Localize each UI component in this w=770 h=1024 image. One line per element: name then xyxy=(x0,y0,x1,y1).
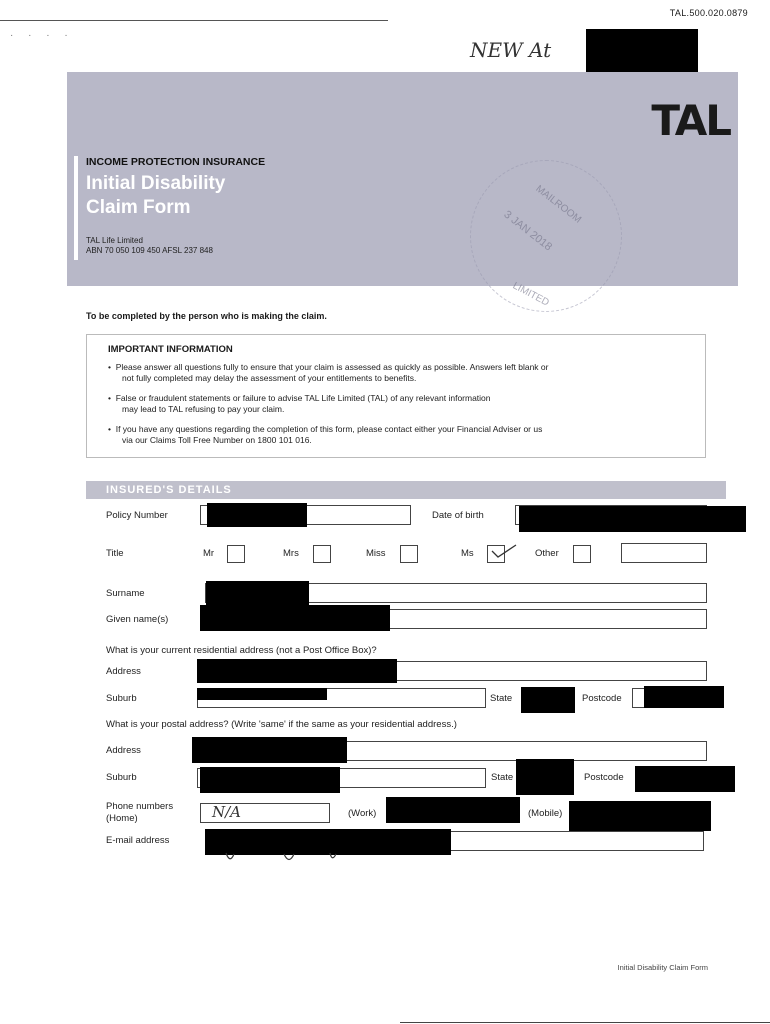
redaction xyxy=(521,687,575,713)
postal-address-label: Address xyxy=(106,745,141,756)
residential-postcode-label: Postcode xyxy=(582,693,622,704)
title-other-field[interactable] xyxy=(621,543,707,563)
info-bullet-2 xyxy=(108,393,668,415)
footer-form-name: Initial Disability Claim Form xyxy=(617,963,708,972)
redaction xyxy=(516,759,574,795)
bullet-text: not fully completed may delay the assessment of your entitlements to benefits. xyxy=(122,373,417,383)
insured-details-title: INSURED'S DETAILS xyxy=(106,484,232,496)
redaction-top xyxy=(586,29,698,77)
handwriting-tails-icon xyxy=(222,852,352,866)
top-rule xyxy=(0,20,388,21)
form-title-line1: Initial Disability xyxy=(86,173,226,194)
form-title xyxy=(86,172,225,220)
email-label: E-mail address xyxy=(106,835,170,846)
stamp-line3: LIMITED xyxy=(510,280,551,309)
form-title-line2: Claim Form xyxy=(86,197,191,218)
bullet-text: • If you have any questions regarding the completion of this form, please contact either your Financial Adviser or us xyxy=(108,424,543,434)
stamp-line2: 3 JAN 2018 xyxy=(501,208,555,254)
redaction xyxy=(197,688,327,700)
bottom-rule xyxy=(400,1022,770,1023)
handwritten-note: NEW At xyxy=(470,38,552,62)
redaction xyxy=(192,737,347,763)
document-id: TAL.500.020.0879 xyxy=(669,8,748,18)
phone-home-handwriting: N/A xyxy=(212,803,242,821)
product-name: INCOME PROTECTION INSURANCE xyxy=(86,156,266,168)
redaction xyxy=(644,686,724,708)
phone-home-label xyxy=(106,801,173,825)
redaction xyxy=(569,801,711,831)
redaction xyxy=(200,605,390,631)
redaction xyxy=(200,767,340,793)
scan-dots: · · · · xyxy=(10,30,74,41)
phone-label-line1: Phone numbers xyxy=(106,801,174,812)
residential-address-question: What is your current residential address (not a Post Office Box)? xyxy=(106,645,377,656)
company-name: TAL Life Limited xyxy=(86,236,143,245)
bullet-text: • False or fraudulent statements or failure to advise TAL Life Limited (TAL) of any relevant information xyxy=(108,393,491,403)
info-bullet-3 xyxy=(108,424,668,446)
title-mrs-label: Mrs xyxy=(283,548,299,559)
redaction xyxy=(386,797,520,823)
surname-label: Surname xyxy=(106,588,145,599)
policy-number-label: Policy Number xyxy=(106,510,168,521)
postal-suburb-label: Suburb xyxy=(106,772,137,783)
phone-mobile-label: (Mobile) xyxy=(528,808,563,819)
phone-label-line2: (Home) xyxy=(106,813,138,824)
residential-state-label: State xyxy=(490,693,513,704)
title-accent-bar xyxy=(74,156,78,260)
redaction xyxy=(207,503,307,527)
tal-logo: TAL xyxy=(651,96,730,145)
title-other-checkbox[interactable] xyxy=(573,545,591,563)
redaction xyxy=(635,766,735,792)
company-details xyxy=(86,236,213,256)
postal-address-question: What is your postal address? (Write 'same' if the same as your residential address.) xyxy=(106,719,457,730)
redaction xyxy=(206,581,309,607)
title-mrs-checkbox[interactable] xyxy=(313,545,331,563)
residential-suburb-label: Suburb xyxy=(106,693,137,704)
phone-work-label: (Work) xyxy=(348,808,377,819)
handwritten-check-icon xyxy=(490,542,518,562)
postal-postcode-label: Postcode xyxy=(584,772,624,783)
stamp-line1: MAILROOM xyxy=(533,183,584,226)
company-abn: ABN 70 050 109 450 AFSL 237 848 xyxy=(86,246,213,255)
bullet-text: may lead to TAL refusing to pay your claim. xyxy=(122,404,285,414)
title-miss-checkbox[interactable] xyxy=(400,545,418,563)
redaction xyxy=(519,506,746,532)
date-of-birth-label: Date of birth xyxy=(432,510,484,521)
completion-instruction: To be completed by the person who is making the claim. xyxy=(86,311,327,321)
title-mr-checkbox[interactable] xyxy=(227,545,245,563)
bullet-text: • Please answer all questions fully to ensure that your claim is assessed as quickly as possible. Answers left blank or xyxy=(108,362,549,372)
info-bullet-1 xyxy=(108,362,668,384)
title-ms-label: Ms xyxy=(461,548,474,559)
title-label: Title xyxy=(106,548,124,559)
given-names-label: Given name(s) xyxy=(106,614,169,625)
title-mr-label: Mr xyxy=(203,548,215,559)
title-miss-label: Miss xyxy=(366,548,386,559)
residential-address-label: Address xyxy=(106,666,141,677)
title-other-label: Other xyxy=(535,548,559,559)
received-stamp xyxy=(470,160,622,312)
postal-state-label: State xyxy=(491,772,514,783)
redaction xyxy=(197,659,397,683)
important-info-title: IMPORTANT INFORMATION xyxy=(108,344,233,355)
bullet-text: via our Claims Toll Free Number on 1800 101 016. xyxy=(122,435,312,445)
